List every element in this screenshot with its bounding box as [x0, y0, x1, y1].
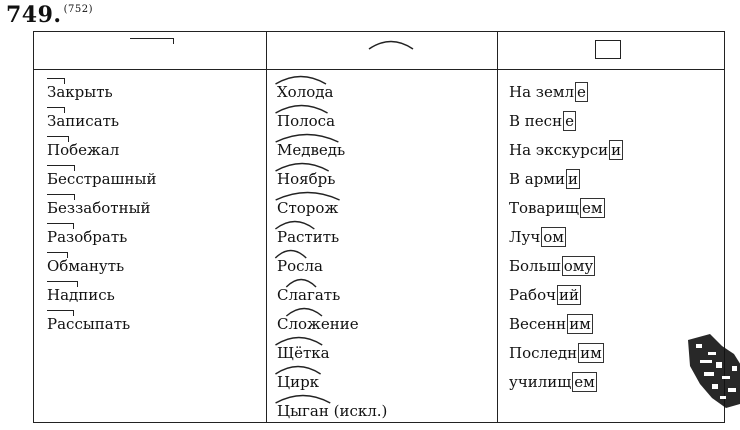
root-text: Полос — [277, 112, 327, 130]
root-text: Холод — [277, 83, 325, 101]
ending-word-row — [509, 197, 623, 226]
root-text: Цирк — [277, 373, 320, 391]
root-text: Раст — [277, 228, 313, 246]
ending-mark-icon — [595, 40, 621, 59]
root-part — [277, 255, 305, 277]
column-divider — [497, 32, 498, 422]
root-arc-icon — [286, 278, 316, 288]
root-word-row — [277, 400, 387, 429]
root-text: лаг — [288, 286, 315, 304]
root-part — [277, 371, 319, 393]
word-suffix-part: ить — [312, 228, 340, 246]
word-suffix-part: ь — [327, 170, 336, 188]
root-arc-icon — [275, 336, 323, 346]
prefix-word-row — [47, 139, 156, 168]
root-text: Сторож — [277, 199, 339, 217]
word-rest: писать — [65, 112, 120, 130]
root-arc-icon — [275, 191, 340, 201]
stamp-watermark — [682, 332, 740, 410]
root-text: лож — [288, 315, 321, 333]
prefix-part: Бес — [47, 170, 76, 188]
ending-part: ем — [574, 373, 595, 391]
root-arc-icon — [275, 162, 329, 172]
exercise-reference: (752) — [63, 4, 93, 15]
word-suffix-part: а — [320, 344, 330, 362]
word-stem: училищ — [509, 373, 572, 391]
ending-word-row — [509, 284, 623, 313]
ending-part: и — [611, 141, 622, 159]
root-part — [277, 139, 337, 161]
ending-part: е — [565, 112, 574, 130]
exercise-number — [6, 2, 93, 28]
word-rest: бежал — [69, 141, 120, 159]
word-rest: сыпать — [74, 315, 131, 333]
root-part — [277, 400, 329, 422]
ending-word-row — [509, 313, 623, 342]
root-part — [288, 313, 320, 335]
word-rest: заботный — [75, 199, 151, 217]
ending-part: ем — [581, 199, 603, 217]
ending-word-row — [509, 226, 623, 255]
root-text: Ноябр — [277, 170, 328, 188]
ending-part: ому — [563, 257, 594, 275]
prefix-mark-icon — [130, 38, 174, 44]
prefix-word-row — [47, 168, 156, 197]
root-text: Цыган — [277, 402, 329, 420]
word-stem: В арми — [509, 170, 566, 188]
prefix-part: Об — [47, 257, 69, 275]
prefix-word-row — [47, 284, 156, 313]
word-stem: На экскурси — [509, 141, 609, 159]
root-arc-icon — [275, 220, 315, 230]
ending-part: им — [580, 344, 602, 362]
word-suffix-part: ь — [337, 141, 346, 159]
prefix-column — [47, 81, 156, 342]
word-prefix-part: С — [277, 286, 289, 304]
prefix-part: За — [47, 112, 66, 130]
word-suffix-part: ла — [304, 257, 324, 275]
prefix-word-row — [47, 197, 156, 226]
root-part — [277, 342, 321, 364]
root-arc-icon — [275, 104, 328, 114]
root-part — [277, 197, 338, 219]
ending-part: им — [569, 315, 591, 333]
header-divider — [34, 69, 724, 70]
root-part — [277, 110, 326, 132]
word-stem: В песн — [509, 112, 563, 130]
prefix-part: Рас — [47, 315, 75, 333]
ending-part: и — [568, 170, 579, 188]
root-column — [277, 81, 387, 429]
root-part — [277, 81, 325, 103]
column-divider — [266, 32, 267, 422]
root-arc-icon — [275, 394, 331, 404]
ending-column — [509, 81, 623, 400]
ending-word-row — [509, 255, 623, 284]
root-arc-icon — [286, 307, 322, 317]
root-text: Рос — [277, 257, 305, 275]
word-suffix-part: (искл.) — [328, 402, 388, 420]
word-suffix-part: а — [326, 112, 336, 130]
prefix-word-row — [47, 110, 156, 139]
ending-part: е — [577, 83, 586, 101]
ending-word-row — [509, 371, 623, 400]
prefix-word-row — [47, 81, 156, 110]
ending-word-row — [509, 139, 623, 168]
prefix-part: Раз — [47, 228, 75, 246]
word-rest: пись — [78, 286, 115, 304]
root-arc-icon — [275, 365, 321, 375]
word-stem: Последн — [509, 344, 578, 362]
word-stem: На земл — [509, 83, 575, 101]
ending-part: ом — [543, 228, 564, 246]
prefix-word-row — [47, 255, 156, 284]
word-rest: мануть — [68, 257, 125, 275]
word-prefix-part: С — [277, 315, 289, 333]
word-suffix-part: ение — [320, 315, 359, 333]
ending-part: ий — [559, 286, 580, 304]
ending-word-row — [509, 81, 623, 110]
prefix-part: Над — [47, 286, 79, 304]
root-text: Медвед — [277, 141, 338, 159]
exercise-number-value: 749. — [6, 2, 62, 28]
word-stem: Весенн — [509, 315, 567, 333]
ending-word-row — [509, 110, 623, 139]
prefix-word-row — [47, 226, 156, 255]
root-part — [277, 168, 327, 190]
root-arc-icon — [275, 75, 327, 85]
word-stem: Рабоч — [509, 286, 557, 304]
root-text: Щётк — [277, 344, 321, 362]
word-rest: страшный — [75, 170, 157, 188]
root-arc-icon — [275, 249, 307, 259]
prefix-part: Без — [47, 199, 76, 217]
root-arc-icon — [275, 133, 339, 143]
prefix-part: За — [47, 83, 66, 101]
word-suffix-part: а — [324, 83, 334, 101]
ending-word-row — [509, 168, 623, 197]
word-rest: обрать — [74, 228, 128, 246]
prefix-word-row — [47, 313, 156, 342]
morpheme-table — [33, 31, 725, 423]
root-part — [277, 226, 313, 248]
word-suffix-part: ать — [314, 286, 341, 304]
word-stem: Луч — [509, 228, 541, 246]
root-mark-icon — [368, 38, 414, 50]
root-part — [288, 284, 314, 306]
ending-word-row — [509, 342, 623, 371]
prefix-part: По — [47, 141, 70, 159]
word-stem: Больш — [509, 257, 561, 275]
word-rest: крыть — [65, 83, 113, 101]
word-stem: Товарищ — [509, 199, 579, 217]
